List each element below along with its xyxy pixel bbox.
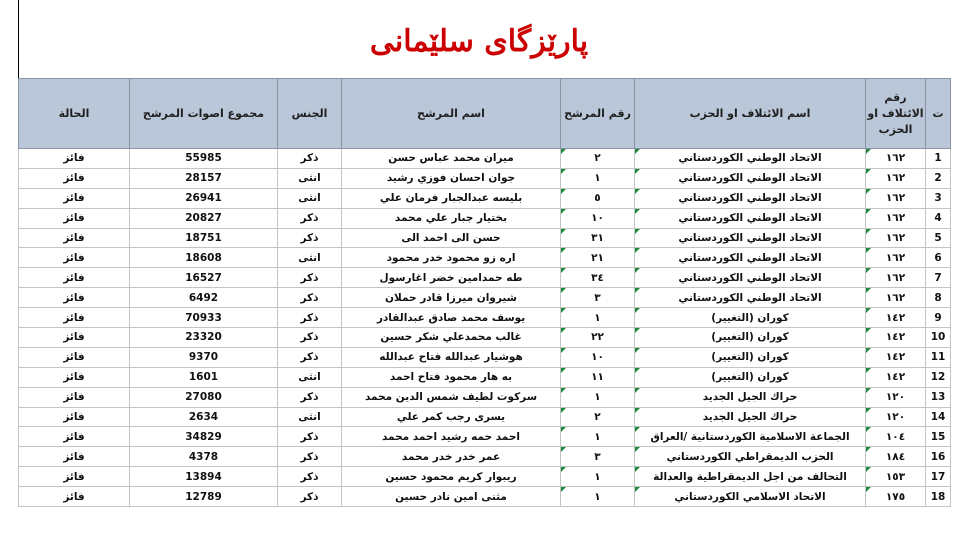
cell-seq: 11 [926,347,951,367]
cell-seq: 17 [926,467,951,487]
cell-status: فائز [19,467,130,487]
cell-votes: 18608 [130,248,278,268]
cell-votes: 55985 [130,149,278,169]
cell-seq: 4 [926,208,951,228]
cell-candidate-number: ٢ [561,407,635,427]
cell-status: فائز [19,328,130,348]
cell-status: فائز [19,248,130,268]
cell-coalition-number: ١٦٢ [866,208,926,228]
cell-seq: 13 [926,387,951,407]
cell-votes: 13894 [130,467,278,487]
table-row [19,407,951,427]
cell-candidate-name: جوان احسان فوزي رشيد [342,168,561,188]
cell-coalition-number: ١٧٥ [866,487,926,507]
cell-candidate-name: بليسه عبدالجبار فرمان علي [342,188,561,208]
cell-votes: 4378 [130,447,278,467]
cell-candidate-name: يسرى رجب كمر علي [342,407,561,427]
cell-candidate-name: ريبوار كريم محمود حسين [342,467,561,487]
cell-votes: 12789 [130,487,278,507]
table-row [19,447,951,467]
cell-candidate-number: ١ [561,168,635,188]
table-row [19,208,951,228]
cell-candidate-name: اره زو محمود خدر محمود [342,248,561,268]
cell-candidate-name: احمد حمه رشيد احمد محمد [342,427,561,447]
cell-coalition-name: الحزب الديمقراطي الكوردستاني [635,447,866,467]
header-coalition-name: اسم الائتلاف او الحزب [635,79,866,149]
cell-candidate-number: ١٠ [561,208,635,228]
cell-coalition-number: ١٦٢ [866,228,926,248]
cell-candidate-number: ٥ [561,188,635,208]
cell-status: فائز [19,268,130,288]
cell-gender: ذكر [278,387,342,407]
cell-coalition-number: ١٢٠ [866,407,926,427]
cell-seq: 9 [926,308,951,328]
cell-coalition-name: الاتحاد الوطني الكوردستاني [635,149,866,169]
cell-status: فائز [19,487,130,507]
cell-candidate-number: ١٠ [561,347,635,367]
cell-gender: ذكر [278,268,342,288]
cell-seq: 5 [926,228,951,248]
header-row [19,79,951,149]
cell-candidate-name: شيروان ميرزا قادر حملان [342,288,561,308]
cell-status: فائز [19,208,130,228]
table-row [19,308,951,328]
cell-coalition-number: ١٦٢ [866,188,926,208]
table-row [19,487,951,507]
cell-status: فائز [19,188,130,208]
cell-candidate-number: ١ [561,308,635,328]
cell-coalition-number: ١٦٢ [866,268,926,288]
table-body [19,149,951,507]
cell-coalition-name: كوران (التغيير) [635,308,866,328]
cell-votes: 6492 [130,288,278,308]
header-coalition-number: رقم الائتلاف او الحزب [866,79,926,149]
cell-seq: 16 [926,447,951,467]
cell-candidate-number: ١ [561,467,635,487]
cell-status: فائز [19,288,130,308]
cell-coalition-name: الاتحاد الوطني الكوردستاني [635,248,866,268]
cell-coalition-number: ١٦٢ [866,149,926,169]
table-row [19,328,951,348]
cell-status: فائز [19,149,130,169]
cell-gender: انثى [278,367,342,387]
cell-gender: انثى [278,248,342,268]
cell-status: فائز [19,447,130,467]
table-row [19,228,951,248]
cell-gender: ذكر [278,347,342,367]
header-seq: ت [926,79,951,149]
cell-coalition-number: ١٦٢ [866,168,926,188]
table-row [19,149,951,169]
cell-candidate-number: ٢٢ [561,328,635,348]
table-row [19,248,951,268]
cell-seq: 14 [926,407,951,427]
cell-candidate-number: ١ [561,387,635,407]
cell-coalition-name: كوران (التغيير) [635,347,866,367]
cell-coalition-number: ١٦٢ [866,288,926,308]
table-row [19,467,951,487]
cell-coalition-number: ١٦٢ [866,248,926,268]
cell-candidate-name: هوشيار عبدالله فتاح عبدالله [342,347,561,367]
cell-coalition-name: كوران (التغيير) [635,367,866,387]
cell-candidate-number: ١ [561,487,635,507]
cell-votes: 2634 [130,407,278,427]
cell-votes: 34829 [130,427,278,447]
cell-status: فائز [19,367,130,387]
table-row [19,387,951,407]
cell-seq: 6 [926,248,951,268]
table-row [19,427,951,447]
results-table [18,78,951,507]
cell-candidate-name: عمر خدر خدر محمد [342,447,561,467]
cell-votes: 1601 [130,367,278,387]
cell-seq: 8 [926,288,951,308]
cell-votes: 23320 [130,328,278,348]
cell-coalition-name: الاتحاد الوطني الكوردستاني [635,288,866,308]
cell-candidate-name: به هار محمود فتاح احمد [342,367,561,387]
cell-votes: 28157 [130,168,278,188]
cell-candidate-number: ٣ [561,288,635,308]
cell-candidate-name: سركوت لطيف شمس الدين محمد [342,387,561,407]
cell-candidate-name: يوسف محمد صادق عبدالقادر [342,308,561,328]
cell-votes: 16527 [130,268,278,288]
cell-gender: انثى [278,168,342,188]
cell-seq: 18 [926,487,951,507]
cell-coalition-name: الاتحاد الوطني الكوردستاني [635,228,866,248]
cell-coalition-number: ١٢٠ [866,387,926,407]
cell-coalition-number: ١٥٣ [866,467,926,487]
cell-gender: انثى [278,407,342,427]
table-row [19,268,951,288]
cell-seq: 7 [926,268,951,288]
table-row [19,347,951,367]
cell-candidate-number: ٣٤ [561,268,635,288]
cell-candidate-name: مثنى امين نادر حسين [342,487,561,507]
cell-gender: ذكر [278,208,342,228]
cell-gender: ذكر [278,447,342,467]
cell-coalition-name: الاتحاد الوطني الكوردستاني [635,168,866,188]
cell-gender: ذكر [278,149,342,169]
cell-votes: 20827 [130,208,278,228]
cell-gender: ذكر [278,288,342,308]
cell-gender: ذكر [278,228,342,248]
cell-status: فائز [19,347,130,367]
table-row [19,367,951,387]
cell-votes: 27080 [130,387,278,407]
cell-candidate-name: طه حمدامين خضر اغارسول [342,268,561,288]
cell-coalition-name: حراك الجيل الجديد [635,407,866,427]
cell-coalition-number: ١٤٢ [866,367,926,387]
cell-gender: ذكر [278,427,342,447]
cell-candidate-number: ٣١ [561,228,635,248]
cell-candidate-number: ١ [561,427,635,447]
header-candidate-number: رقم المرشح [561,79,635,149]
cell-seq: 12 [926,367,951,387]
cell-coalition-name: الجماعة الاسلامية الكوردستانية /العراق [635,427,866,447]
cell-status: فائز [19,308,130,328]
cell-coalition-name: الاتحاد الاسلامي الكوردستاني [635,487,866,507]
cell-coalition-name: الاتحاد الوطني الكوردستاني [635,188,866,208]
cell-coalition-number: ١٤٢ [866,308,926,328]
cell-gender: ذكر [278,487,342,507]
cell-coalition-number: ١٤٢ [866,347,926,367]
header-status: الحالة [19,79,130,149]
cell-status: فائز [19,407,130,427]
cell-votes: 9370 [130,347,278,367]
page-title: پارێزگای سلێمانی [369,24,589,59]
table-row [19,188,951,208]
cell-candidate-name: ميران محمد عباس حسن [342,149,561,169]
cell-candidate-number: ١١ [561,367,635,387]
table-row [19,288,951,308]
cell-coalition-name: حراك الجيل الجديد [635,387,866,407]
cell-candidate-name: بختيار جبار علي محمد [342,208,561,228]
cell-coalition-number: ١٠٤ [866,427,926,447]
cell-seq: 15 [926,427,951,447]
cell-gender: ذكر [278,308,342,328]
cell-candidate-name: غالب محمدعلي شكر حسين [342,328,561,348]
cell-gender: انثى [278,188,342,208]
cell-seq: 2 [926,168,951,188]
cell-seq: 3 [926,188,951,208]
cell-status: فائز [19,387,130,407]
header-candidate-name: اسم المرشح [342,79,561,149]
cell-coalition-number: ١٤٢ [866,328,926,348]
cell-coalition-number: ١٨٤ [866,447,926,467]
cell-coalition-name: الاتحاد الوطني الكوردستاني [635,268,866,288]
cell-coalition-name: كوران (التغيير) [635,328,866,348]
header-gender: الجنس [278,79,342,149]
cell-status: فائز [19,228,130,248]
table-row [19,168,951,188]
cell-votes: 70933 [130,308,278,328]
cell-coalition-name: الاتحاد الوطني الكوردستاني [635,208,866,228]
cell-candidate-number: ٢١ [561,248,635,268]
cell-candidate-number: ٢ [561,149,635,169]
cell-gender: ذكر [278,328,342,348]
cell-status: فائز [19,427,130,447]
cell-votes: 26941 [130,188,278,208]
cell-seq: 10 [926,328,951,348]
header-votes: مجموع اصوات المرشح [130,79,278,149]
cell-candidate-number: ٣ [561,447,635,467]
cell-status: فائز [19,168,130,188]
cell-candidate-name: حسن الى احمد الى [342,228,561,248]
cell-seq: 1 [926,149,951,169]
cell-votes: 18751 [130,228,278,248]
cell-coalition-name: التحالف من اجل الديمقراطية والعدالة [635,467,866,487]
cell-gender: ذكر [278,467,342,487]
